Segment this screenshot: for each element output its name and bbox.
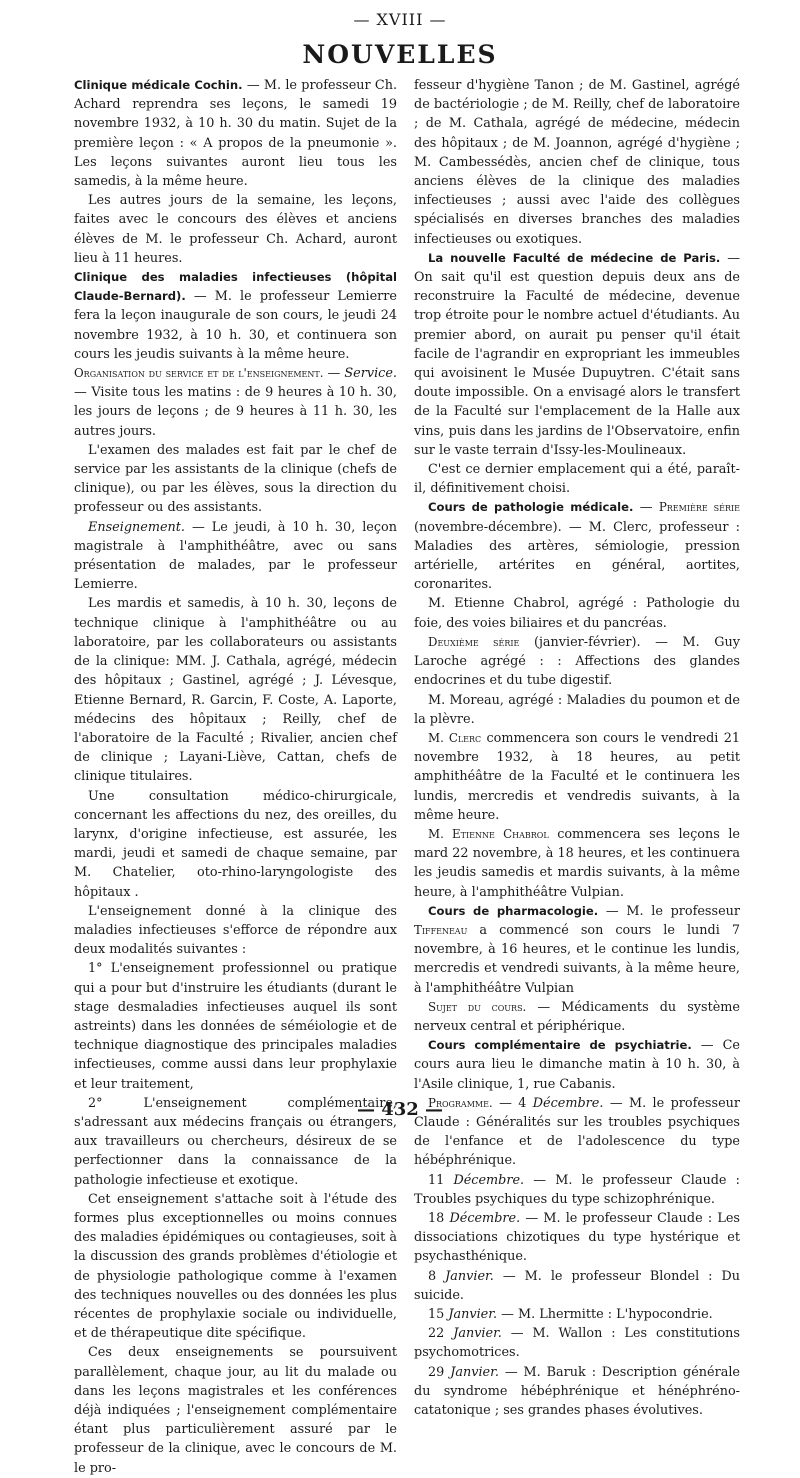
day-number: 15 [428,1307,449,1322]
cochin-text: — M. le professeur Ch. Achard reprendra ses leçons, le samedi 19 novembre 1932, à 10 h. 30 du matin. Sujet de la première leçon : « A propos de la pneumonie ». Les leçons suivantes auront lieu tous les samedis, à la même heure. [74,78,398,190]
service-text: — Visite tous les matins : de 9 heures à 10 h. 30, les jours de leçons ; de 9 heures à 11 h. 30, les autres jours. [74,385,397,439]
paragraph-cochin [74,76,397,191]
date-label: Janvier. [450,1364,499,1380]
paragraph-cest: C'est ce dernier emplacement qui a été, paraît-il, définitivement choisi. [414,462,740,497]
paragraph-clerc [414,729,740,825]
heading-clinique-cochin: Clinique médicale Cochin. [74,78,243,92]
lecture-22-janvier [414,1324,740,1362]
paragraph-faculte [414,249,740,460]
dash: — [633,500,659,516]
heading-nouvelle-faculte: La nouvelle Faculté de médecine de Paris. [428,250,721,265]
clerc-text: commencera son cours le vendredi 21 novembre 1932, à 18 heures, au petit amphithéâtre de la Faculté et le continuera les lundis, mercredis et vendredis suivants, à la même heure. [414,730,740,823]
date-label: Janvier. [448,1307,498,1322]
pathologie-text: (novembre-décembre). — M. Clerc, professeur : Maladies des artères, sémiologie, pression artérielle, artérites en général, aortites, coronarites. [414,519,740,593]
psychiatrie-text: — Ce cours aura lieu le dimanche matin à 10 h. 30, à l'Asile clinique, 1, rue Cabanis. [414,1038,740,1092]
premiere-serie: Première série [658,500,741,515]
infectieuses-text: — M. le professeur Lemierre fera la leçon inaugurale de son cours, le jeudi 24 novembre 1932, à 10 h. 30, et continuera son cours les jeudis suivants à la même heure. [74,289,397,362]
paragraph-cochin-2: Les autres jours de la semaine, les leçons, faites avec le concours des élèves et anciens élèves de M. le professeur Ch. Achard, auront lieu à 11 heures. [74,193,397,266]
label-sujet: Sujet du cours. [428,999,527,1014]
day-number: 29 [428,1364,451,1380]
lecture-18-decembre [414,1209,740,1267]
page-number: — 432 — [356,1099,444,1120]
date-label: Décembre. [449,1210,521,1226]
list-item-2: 2° L'enseignement complémentaire, s'adressant aux médecins français ou étrangers, aux travailleurs ou chercheurs, désireux de se perfectionner dans la connaissance de la pathologie infectieuse et exotique. [74,1095,397,1188]
paragraph-enseignement-donne: L'enseignement donné à la clinique des maladies infectieuses s'efforce de répondre aux deux modalités suivantes : [74,903,397,958]
enseignement-text: — Le jeudi, à 10 h. 30, leçon magistrale à l'amphithéâtre, avec ou sans présentation de malades, par le professeur Lemierre. [74,519,397,593]
faculte-text: — On sait qu'il est question depuis deux ans de reconstruire la Faculté de médecine, devenue trop étroite pour le nombre actuel d'étudiants. Au premier abord, on aurait pu penser qu'il était facile de l'agrandir en expropriant les immeubles qui avoisinent le Musée Dupuytren. C'était sans doute impossible. On a envisagé alors le transfert de la Faculté sur l'emplacement de la Halle aux vins, puis dans les jardins de l'Observatoire, enfin sur le vaste terrain d'Issy-les-Moulineaux. [414,250,740,458]
heading-maladies-infectieuses: Clinique des maladies infectieuses (hôpital Claude-Bernard). [74,270,397,304]
day-number: 11 [428,1172,454,1188]
paragraph-chabrol: M. Etienne Chabrol, agrégé : Pathologie du foie, des voies biliaires et du pancréas. [414,596,740,631]
date-label: Décembre. [453,1172,525,1188]
paragraph-enseignement [74,518,397,595]
heading-psychiatrie: Cours complémentaire de psychiatrie. [428,1038,692,1053]
paragraph-infectieuses [74,268,397,364]
day-number: 22 [428,1326,454,1342]
name-clerc: M. Clerc [428,730,482,745]
dash: — [323,366,345,382]
list-item-1: 1° L'enseignement professionnel ou pratique qui a pour but d'instruire les étudiants (durant le stage desmaladies infectieuses auquel ils sont astreints) dans les données de séméiologie et de technique diagnostique des principales maladies infectieuses, comme aussi dans leur prophylaxie et leur traitement, [74,961,397,1092]
name-chabrol: M. Etienne Chabrol [428,826,549,841]
name-tiffeneau: Tiffeneau [414,922,468,937]
paragraph-mardis: Les mardis et samedis, à 10 h. 30, leçons de technique clinique à l'amphithéâtre ou au laboratoire, par les collaborateurs ou assistants de la clinique: MM. J. Cathala, agrégé, médecin des hôpitaux ; Gastinel, agrégé ; J. Lévesque, Etienne Bernard, R. Garcin, F. Coste, A. Laporte, médecins des hôpitaux ; Reilly, chef de l'aboratoire de la Faculté ; Rivalier, ancien chef de clinique ; Layani-Liève, Cattan, chefs de clinique titulaires. [74,596,397,785]
lecture-text: — M. Lhermitte : L'hypocondrie. [497,1307,713,1322]
heading-pharmacologie: Cours de pharmacologie. [428,903,599,918]
lecture-text: — M. le professeur Claude : Les dissociations chizotiques du type hystérique et psychasthénique. [414,1210,740,1265]
programme-text: — M. le professeur Claude : Généralités sur les troubles psychiques de l'enfance et de l'adolescence du type hébéphrénique. [414,1095,740,1169]
lecture-8-janvier [414,1267,740,1305]
label-enseignement: Enseignement. [88,519,185,535]
left-column [74,76,397,1478]
paragraph-consultation: Une consultation médico-chirurgicale, concernant les affections du nez, des oreilles, du larynx, d'origine infectieuse, est assurée, les mardi, jeudi et samedi de chaque semaine, par M. Chatelier, oto-rhino-laryngologiste des hôpitaux . [74,788,397,900]
lecture-29-janvier [414,1363,740,1421]
heading-pathologie-medicale: Cours de pathologie médicale. [428,500,634,515]
paragraph-ces-enseignements: Ces deux enseignements se poursuivent parallèlement, chaque jour, au lit du malade ou dans les leçons magistrales et les conférences déjà indiquées ; l'enseignement complémentaire étant plus particulièrement assuré par le professeur de la clinique, avec le concours de M. le pro- [74,1345,397,1476]
paragraph-organisation [74,364,397,441]
lecture-15-janvier [414,1305,740,1324]
paragraph-sujet [414,998,740,1036]
label-programme: Programme. [428,1095,493,1110]
paragraph-psychiatrie [414,1036,740,1094]
paragraph-deuxieme-serie [414,633,740,691]
programme-pre: — 4 [492,1095,533,1111]
lecture-text: — M. Wallon : Les constitutions psychomotrices. [414,1326,740,1361]
right-column [414,76,740,1420]
lecture-text: — M. le professeur Blondel : Du suicide. [414,1268,740,1303]
paragraph-pharmacologie [414,902,740,998]
day-number: 8 [428,1268,446,1284]
chabrol-text: commencera ses leçons le mard 22 novembre, à 18 heures, et les continuera les jeudis samedis et mardis suivants, à la même heure, à l'amphithéâtre Vulpian. [414,826,741,900]
deuxieme-serie: Deuxième série [428,634,520,649]
paragraph-examen: L'examen des malades est fait par le chef de service par les assistants de la clinique (chefs de clinique), ou par les élèves, sous la direction du professeur ou des assistants. [74,442,397,516]
section-title: NOUVELLES [302,40,498,69]
lecture-text: — M. le professeur Claude : Troubles psychiques du type schizophrénique. [414,1172,740,1207]
paragraph-pathologie [414,498,740,594]
paragraph-cet-enseignement: Cet enseignement s'attache soit à l'étude des formes plus exceptionnelles ou moins connues des maladies épidémiques ou contagieuses, soit à la discussion des grands problèmes d'étiologie et de physiologie pathologique comme à l'examen des techniques nouvelles ou des données les plus récentes de prophylaxie sociale ou individuelle, et de thérapeutique dite spécifique. [74,1191,397,1342]
date-decembre-4: Décembre. [532,1095,604,1111]
day-number: 18 [428,1210,450,1226]
pharma-text-2: a commencé son cours le lundi 7 novembre, à 16 heures, et le continue les lundis, mercredis et vendredi suivants, à la même heure, à l'amphithéâtre Vulpian [414,922,740,996]
label-service: Service. [344,366,397,382]
deuxieme-text: (janvier-février). — M. Guy Laroche agrégé : : Affections des glandes endocrines et du tube digestif. [414,634,740,689]
date-label: Janvier. [445,1268,494,1284]
date-label: Janvier. [453,1326,502,1342]
pharma-text-1: — M. le professeur [598,903,740,919]
lecture-text: — M. Baruk : Description générale du syndrome hébéphrénique et hénéphréno-catatonique ; ses grandes phases évolutives. [414,1364,740,1419]
paragraph-chabrol-lecons [414,825,740,902]
heading-organisation: Organisation du service et de l'enseignement. [74,366,324,381]
paragraph-continuation: fesseur d'hygiène Tanon ; de M. Gastinel, agrégé de bactériologie ; de M. Reilly, chef de laboratoire ; de M. Cathala, agrégé de médecine, médecin des hôpitaux ; de M. Joannon, agrégé d'hygiène ; M. Cambessédès, ancien chef de clinique, tous anciens élèves de la clinique des maladies infectieuses ; aussi avec l'aide des collègues spécialisés en diverses branches des maladies infectieuses ou exotiques. [414,78,740,247]
running-head: — XVIII — [353,10,447,29]
paragraph-moreau: M. Moreau, agrégé : Maladies du poumon et de la plèvre. [414,692,740,727]
sujet-text: — Médicaments du système nerveux central et périphérique. [414,999,740,1034]
lecture-11-decembre [414,1171,740,1209]
